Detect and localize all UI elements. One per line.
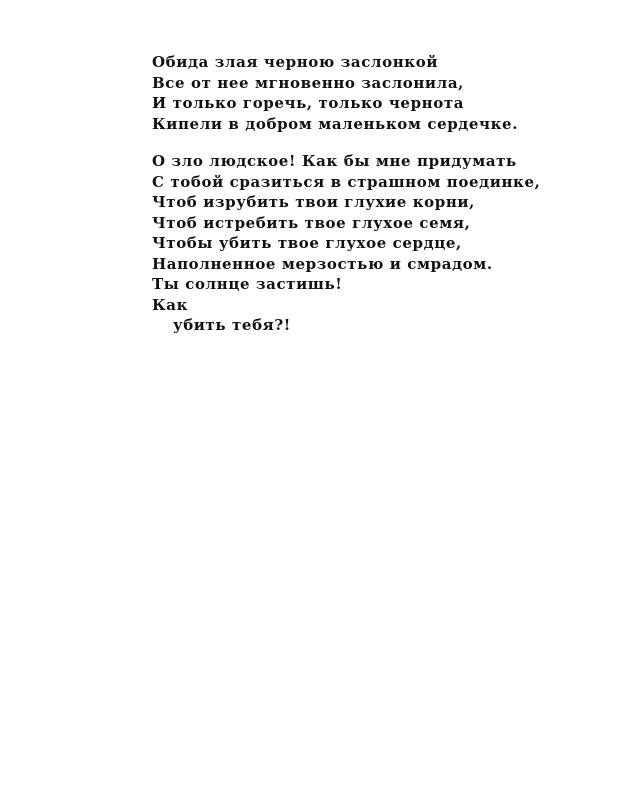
poem-line: Чтобы убить твое глухое сердце, (152, 234, 462, 252)
poem-line: И только горечь, только чернота (152, 94, 465, 112)
stanza-1 (152, 52, 592, 134)
poem-line: Наполненное мерзостью и смрадом. (152, 254, 493, 273)
stanza-2 (152, 151, 592, 336)
poem-line: Чтоб изрубить твои глухие корни, (152, 193, 475, 211)
poem-line: Как (152, 295, 188, 314)
poem-line: Ты солнце застишь! (152, 275, 343, 293)
poem-line: О зло людское! Как бы мне придумать (152, 152, 517, 170)
poem-line: Обида злая черною заслонкой (152, 53, 439, 71)
poem-line: С тобой сразиться в страшном поединке, (152, 172, 541, 191)
poem-line: Кипели в добром маленьком сердечке. (152, 114, 519, 133)
poem-line: Все от нее мгновенно заслонила, (152, 73, 464, 92)
poem-line-indented: убить тебя?! (173, 316, 291, 334)
poem (152, 52, 592, 336)
poem-line: Чтоб истребить твое глухое семя, (152, 213, 471, 232)
